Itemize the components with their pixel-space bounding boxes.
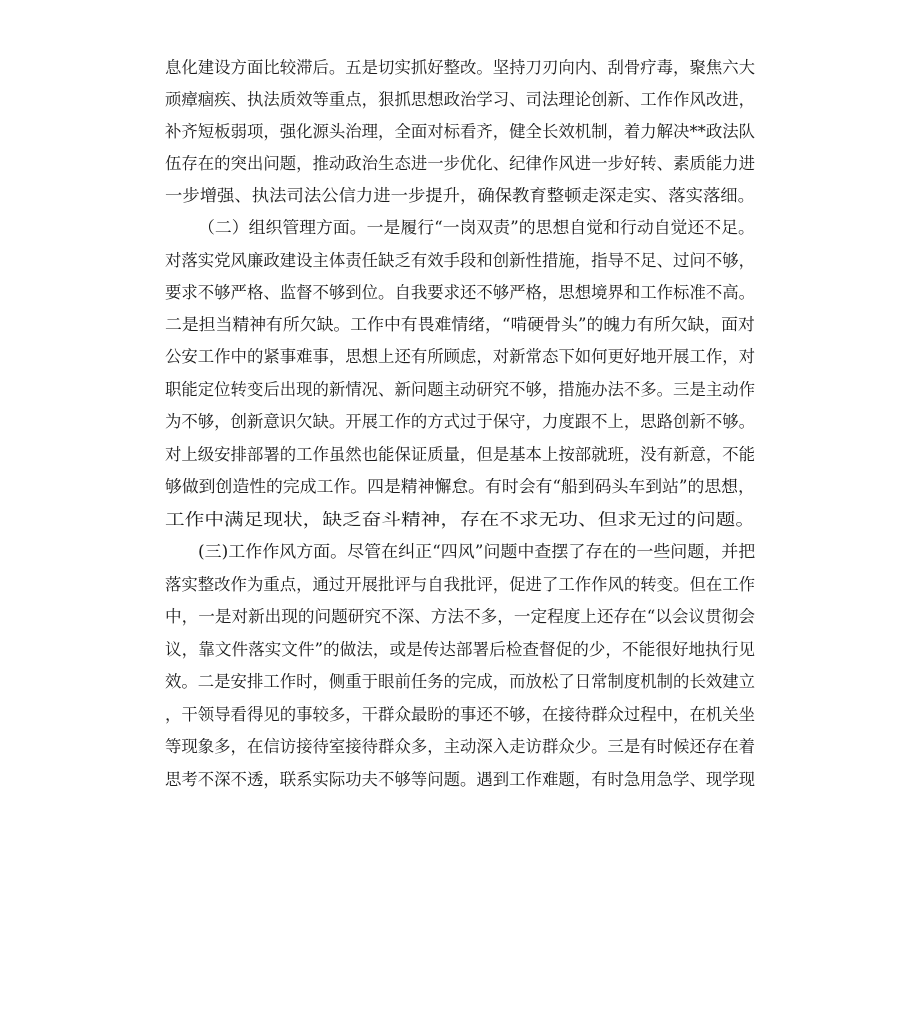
text-line: 等现象多，在信访接待室接待群众多，主动深入走访群众少。三是有时候还存在着 [165,737,755,756]
text-line: 效。二是安排工作时，侧重于眼前任务的完成，而放松了日常制度机制的长效建立 [165,672,755,691]
text-line: 中，一是对新出现的问题研究不深、方法不多，一定程度上还存在“以会议贯彻会 [165,607,755,626]
text-line: 够做到创造性的完成工作。四是精神懈怠。有时会有“船到码头车到站”的思想， [165,477,755,496]
text-line: 伍存在的突出问题，推动政治生态进一步优化、纪律作风进一步好转、素质能力进 [165,154,755,173]
text-line: 要求不够严格、监督不够到位。自我要求还不够严格，思想境界和工作标准不高。 [165,283,755,302]
text-line: 议，靠文件落实文件”的做法，或是传达部署后检查督促的少，不能很好地执行见 [165,640,755,659]
text-line: 落实整改作为重点，通过开展批评与自我批评，促进了工作作风的转变。但在工作 [165,575,755,594]
text-line: 工作中满足现状，缺乏奋斗精神，存在不求无功、但求无过的问题。 [165,510,755,529]
text-line: 对上级安排部署的工作虽然也能保证质量，但是基本上按部就班，没有新意，不能 [165,445,755,464]
text-line: 思考不深不透，联系实际功夫不够等问题。遇到工作难题，有时急用急学、现学现 [165,770,755,789]
text-line: ，干领导看得见的事较多，干群众最盼的事还不够，在接待群众过程中，在机关坐 [165,705,755,724]
text-line: 一步增强、执法司法公信力进一步提升，确保教育整顿走深走实、落实落细。 [165,186,755,205]
text-line: 职能定位转变后出现的新情况、新问题主动研究不够，措施办法不多。三是主动作 [165,380,755,399]
section-two-heading-line: （二）组织管理方面。一是履行“一岗双责”的思想自觉和行动自觉还不足。 [198,218,755,237]
text-line: 息化建设方面比较滞后。五是切实抓好整改。坚持刀刃向内、刮骨疗毒，聚焦六大 [165,58,755,77]
text-line: 对落实党风廉政建设主体责任缺乏有效手段和创新性措施，指导不足、过问不够， [165,251,755,270]
text-line: 公安工作中的紧事难事，思想上还有所顾虑，对新常态下如何更好地开展工作，对 [165,347,755,366]
text-line: 二是担当精神有所欠缺。工作中有畏难情绪，“啃硬骨头”的魄力有所欠缺，面对 [165,315,755,334]
text-line: 顽瘴痼疾、执法质效等重点，狠抓思想政治学习、司法理论创新、工作作风改进， [165,90,755,109]
text-line: 为不够，创新意识欠缺。开展工作的方式过于保守，力度跟不上，思路创新不够。 [165,412,755,431]
section-three-heading-line: (三)工作作风方面。尽管在纠正“四风”问题中查摆了存在的一些问题，并把 [198,542,756,561]
text-line: 补齐短板弱项，强化源头治理，全面对标看齐，健全长效机制，着力解决**政法队 [165,122,755,141]
